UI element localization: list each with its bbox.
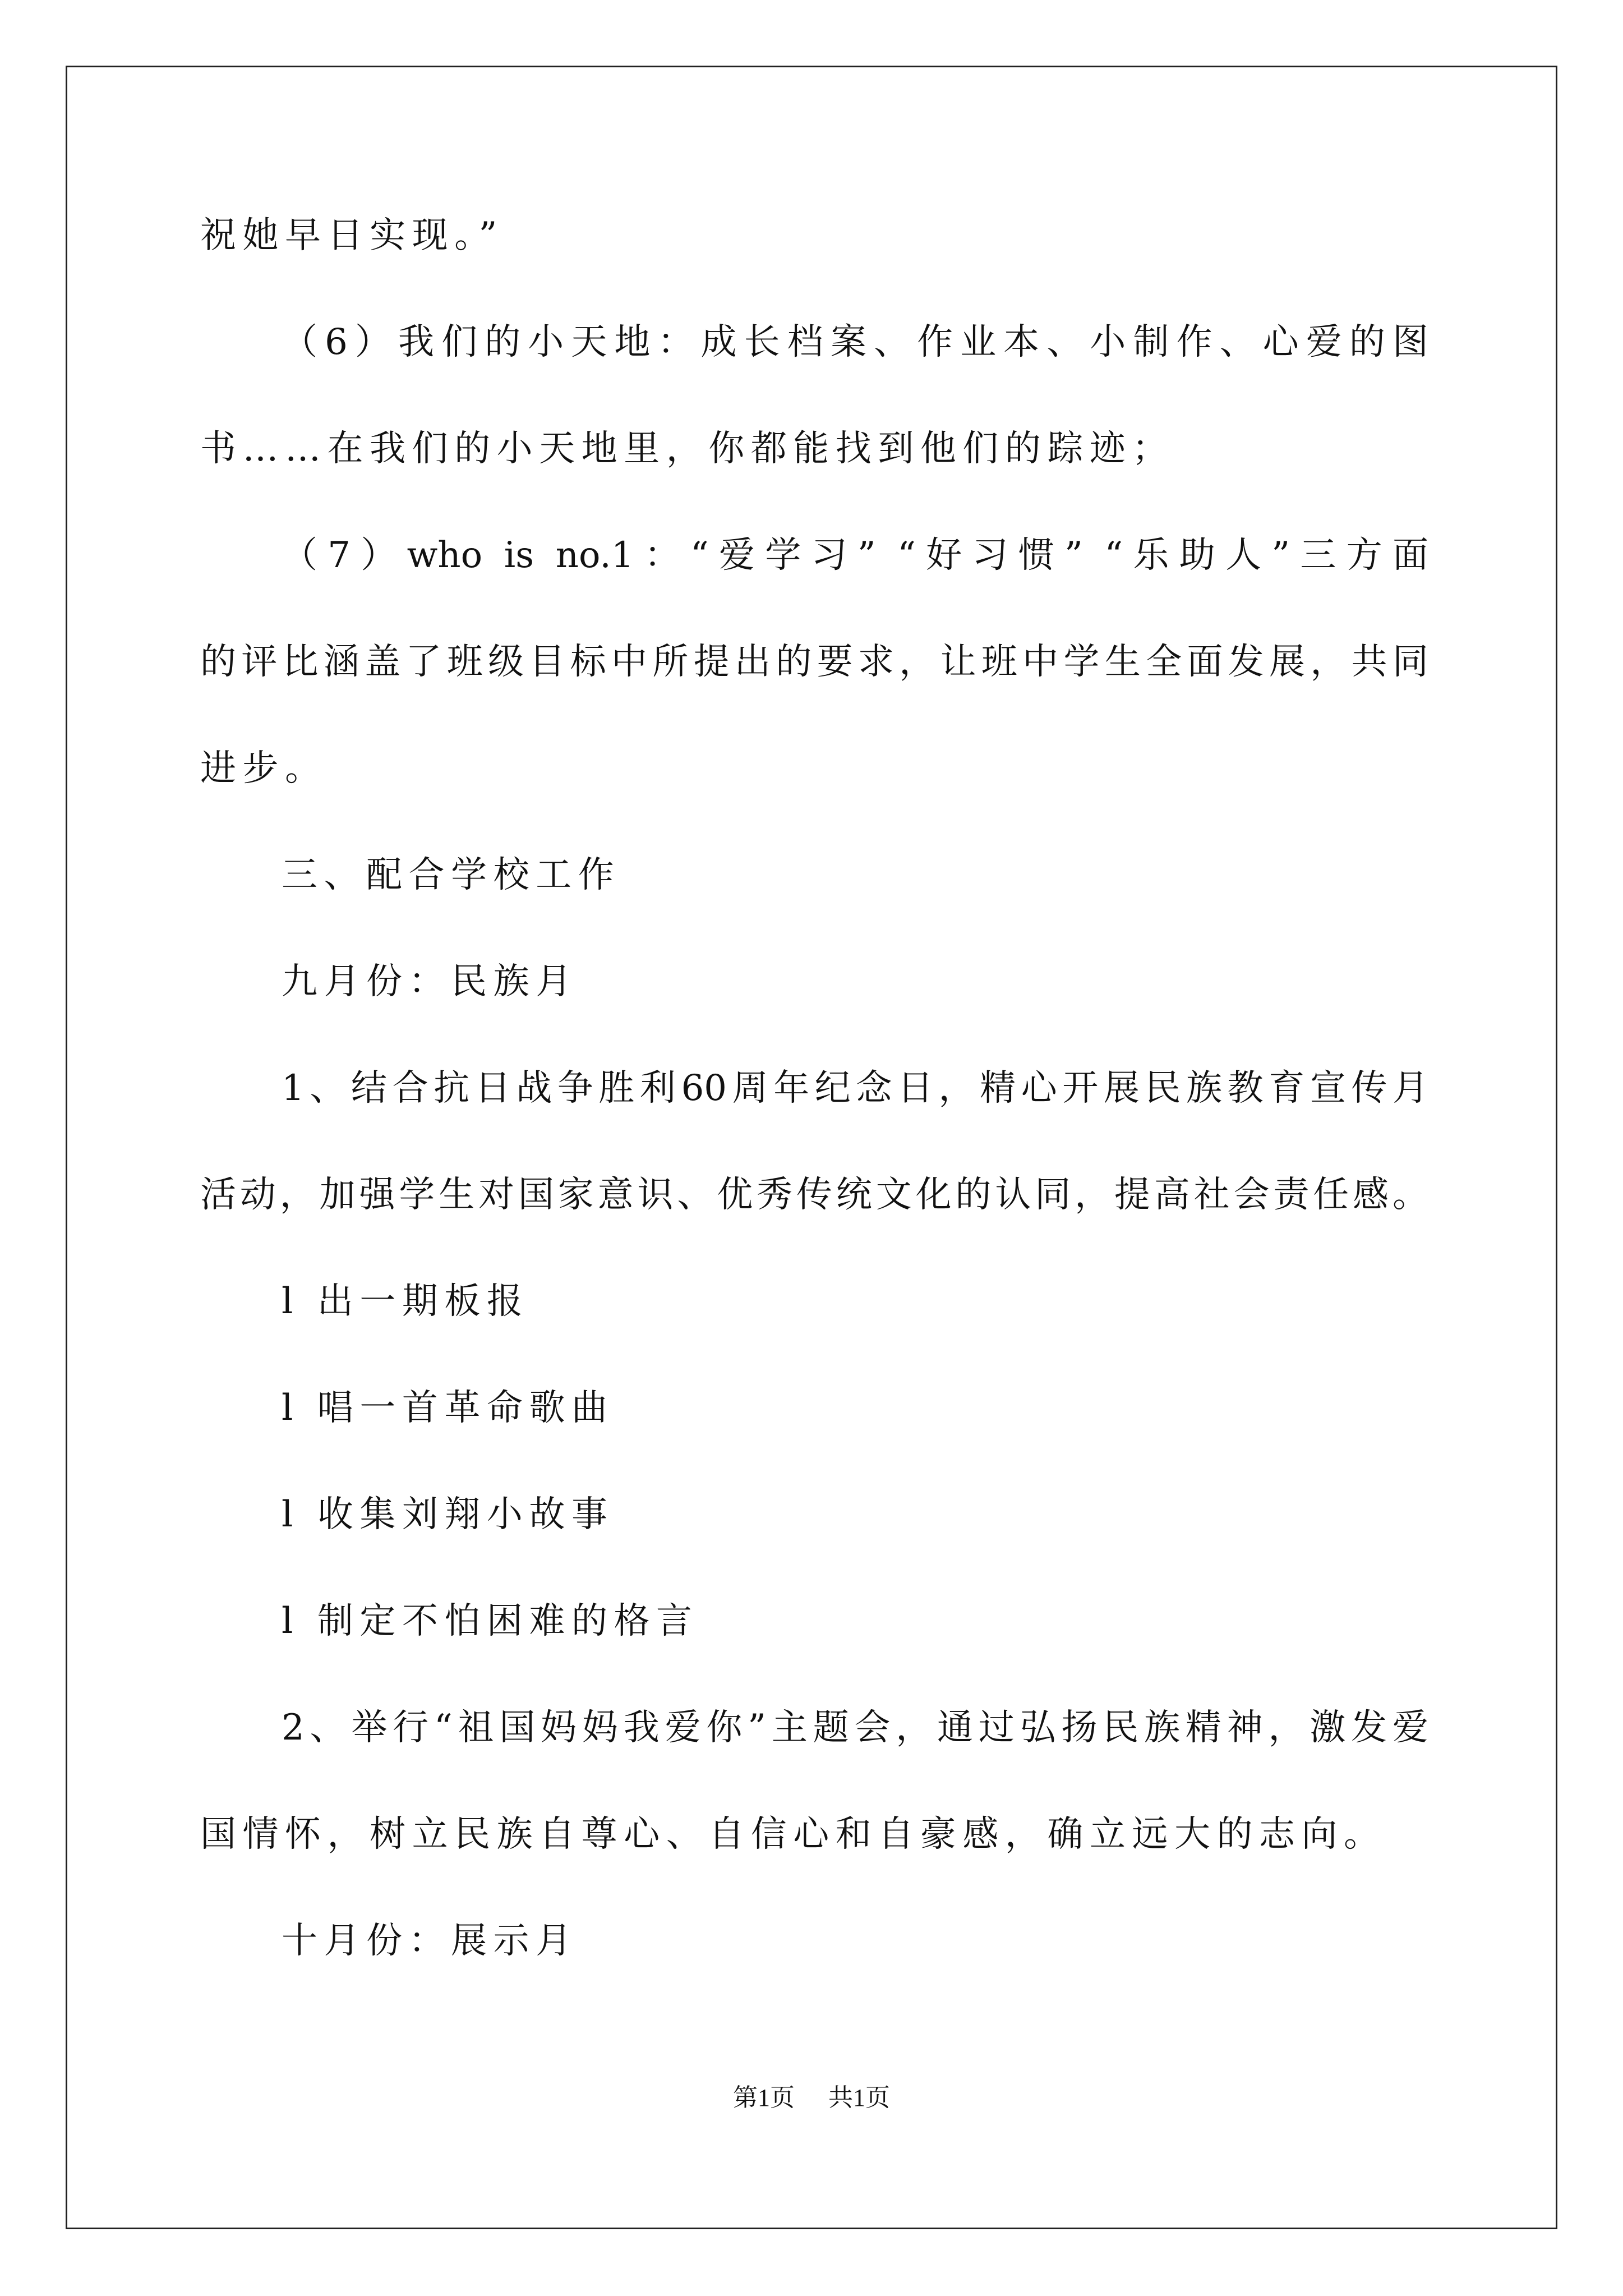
paragraph-line: （7）who is no.1：“爱学习” “好习惯” “乐助人”三方面: [282, 535, 1428, 576]
paragraph-line: 国情怀，树立民族自尊心、自信心和自豪感，确立远大的志向。: [200, 1814, 1386, 1855]
paragraph-line: 1、结合抗日战争胜利60周年纪念日，精心开展民族教育宣传月: [282, 1068, 1428, 1109]
page-footer: [0, 2082, 1623, 2114]
paragraph-line: 活动，加强学生对国家意识、优秀传统文化的认同，提高社会责任感。: [200, 1174, 1428, 1216]
paragraph-line: （6）我们的小天地：成长档案、作业本、小制作、心爱的图: [282, 321, 1428, 363]
paragraph-line: 书……在我们的小天地里，你都能找到他们的踪迹；: [200, 428, 1174, 470]
list-item: l 制定不怕困难的格言: [282, 1600, 699, 1642]
paragraph-line: 祝她早日实现。”: [200, 215, 504, 256]
list-item: l 唱一首革命歌曲: [282, 1387, 614, 1429]
paragraph-line: 2、举行“祖国妈妈我爱你”主题会，通过弘扬民族精神，激发爱: [282, 1707, 1428, 1749]
list-item: l 出一期板报: [282, 1281, 529, 1322]
page-number: 第1页: [733, 2084, 795, 2111]
month-heading: 十月份：展示月: [282, 1920, 578, 1962]
paragraph-line: 进步。: [200, 748, 328, 789]
page-total: 共1页: [828, 2084, 890, 2111]
page-border: [66, 66, 1557, 2229]
section-heading: 三、配合学校工作: [282, 854, 621, 896]
list-item: l 收集刘翔小故事: [282, 1494, 614, 1535]
paragraph-line: 的评比涵盖了班级目标中所提出的要求，让班中学生全面发展，共同: [200, 641, 1428, 683]
month-heading: 九月份：民族月: [282, 961, 578, 1002]
